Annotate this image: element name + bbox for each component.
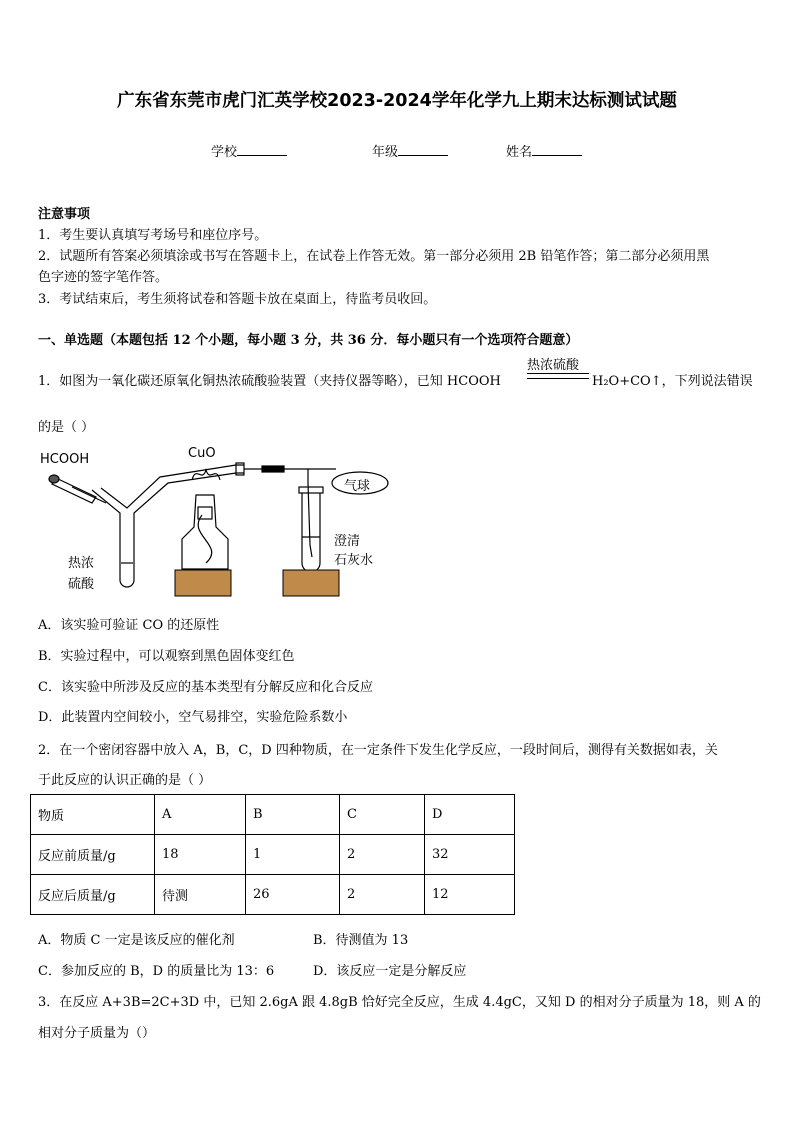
acid-label-1: 热浓 [68, 556, 95, 571]
acid-label-2: 硫酸 [68, 577, 95, 592]
q1-option-a: A．该实验可验证 CO 的还原性 [38, 618, 220, 633]
q1-option-c: C．该实验中所涉及反应的基本类型有分解反应和化合反应 [38, 680, 373, 695]
table-cell: 反应前质量/g [31, 835, 155, 875]
school-label: 学校 [211, 145, 238, 160]
table-cell: 2 [340, 835, 425, 875]
school-field [211, 141, 287, 160]
table-row [31, 875, 515, 915]
table-row [31, 795, 515, 835]
rubber-tube [262, 466, 284, 472]
cuo-label: CuO [188, 446, 216, 461]
grade-field [372, 141, 448, 160]
balloon-label: 气球 [344, 479, 371, 494]
data-table [30, 794, 515, 915]
note-item: 3．考试结束后，考生须将试卷和答题卡放在桌面上，待监考员收回。 [38, 292, 437, 307]
q3-stem-line1: 3．在反应 A+3B=2C+3D 中，已知 2.6gA 跟 4.8gB 恰好完全反应，生成 4.4gC，又知 D 的相对分子质量为 18，则 A 的 [38, 995, 761, 1010]
section-heading: 一、单选题（本题包括 12 个小题，每小题 3 分，共 36 分．每小题只有一个选项符合题意） [38, 333, 579, 348]
table-cell: 18 [155, 835, 246, 875]
dropper-bulb [49, 475, 59, 483]
table-cell: 32 [425, 835, 515, 875]
q1-option-d: D．此装置内空间较小，空气易排空，实验危险系数小 [38, 710, 348, 725]
q1-stem-part2: H₂O+CO↑，下列说法错误 [592, 374, 753, 389]
table-cell: A [155, 795, 246, 835]
limewater-label-1: 澄清 [334, 534, 361, 549]
lamp-wick [198, 515, 212, 563]
grade-blank [398, 143, 448, 156]
note-item: 1．考生要认真填写考场号和座位序号。 [38, 228, 268, 243]
limewater-label-2: 石灰水 [334, 553, 374, 568]
page-title: 广东省东莞市虎门汇英学校2023-2024学年化学九上期末达标测试试题 [117, 91, 677, 111]
note-item: 色字迹的签字笔作答。 [38, 270, 169, 285]
table-cell: 12 [425, 875, 515, 915]
delivery-tube [284, 469, 312, 557]
q2-option-b: B．待测值为 13 [313, 933, 409, 948]
table-cell: C [340, 795, 425, 835]
name-blank [532, 143, 582, 156]
dropper-icon [52, 478, 96, 503]
wood-block-left [175, 570, 231, 596]
table-cell: 26 [246, 875, 340, 915]
q2-option-a: A．物质 C 一定是该反应的催化剂 [38, 933, 235, 948]
q1-stem-part1: 1．如图为一氧化碳还原氧化铜热浓硫酸验装置（夹持仪器等略），已知 HCOOH [38, 374, 501, 389]
school-blank [237, 143, 287, 156]
q1-option-b: B．实验过程中，可以观察到黑色固体变红色 [38, 649, 295, 664]
q2-option-d: D．该反应一定是分解反应 [313, 964, 467, 979]
note-item: 2．试题所有答案必须填涂或书写在答题卡上，在试卷上作答无效。第一部分必须用 2B 铅笔作答；第二部分必须用黑 [38, 249, 710, 264]
table-cell: 反应后质量/g [31, 875, 155, 915]
table-cell: 待测 [155, 875, 246, 915]
apparatus-diagram [36, 445, 396, 600]
q2-stem-line1: 2．在一个密闭容器中放入 A，B，C，D 四种物质，在一定条件下发生化学反应，一段时间后，测得有关数据如表，关 [38, 743, 718, 758]
name-field [506, 141, 582, 160]
alcohol-lamp [182, 495, 228, 569]
hcooh-label: HCOOH [40, 452, 90, 467]
table-cell: 1 [246, 835, 340, 875]
q2-stem-line2: 于此反应的认识正确的是（ ） [38, 773, 212, 788]
q1-condition: 热浓硫酸 [527, 358, 580, 373]
equals-sign [527, 373, 589, 379]
test-tube [302, 493, 320, 572]
q3-stem-line2: 相对分子质量为（） [38, 1026, 156, 1041]
q1-stem-line2: 的是（ ） [38, 420, 95, 435]
q2-option-c: C．参加反应的 B，D 的质量比为 13：6 [38, 964, 275, 979]
table-cell: 物质 [31, 795, 155, 835]
test-tube-stopper [299, 487, 323, 493]
table-row [31, 835, 515, 875]
table-cell: B [246, 795, 340, 835]
name-label: 姓名 [506, 145, 533, 160]
table-cell: D [425, 795, 515, 835]
dropper-stem [72, 487, 106, 503]
table-cell: 2 [340, 875, 425, 915]
notes-heading: 注意事项 [38, 207, 91, 222]
y-tube-inner [101, 465, 244, 508]
wood-block-right [283, 570, 339, 596]
grade-label: 年级 [372, 145, 399, 160]
